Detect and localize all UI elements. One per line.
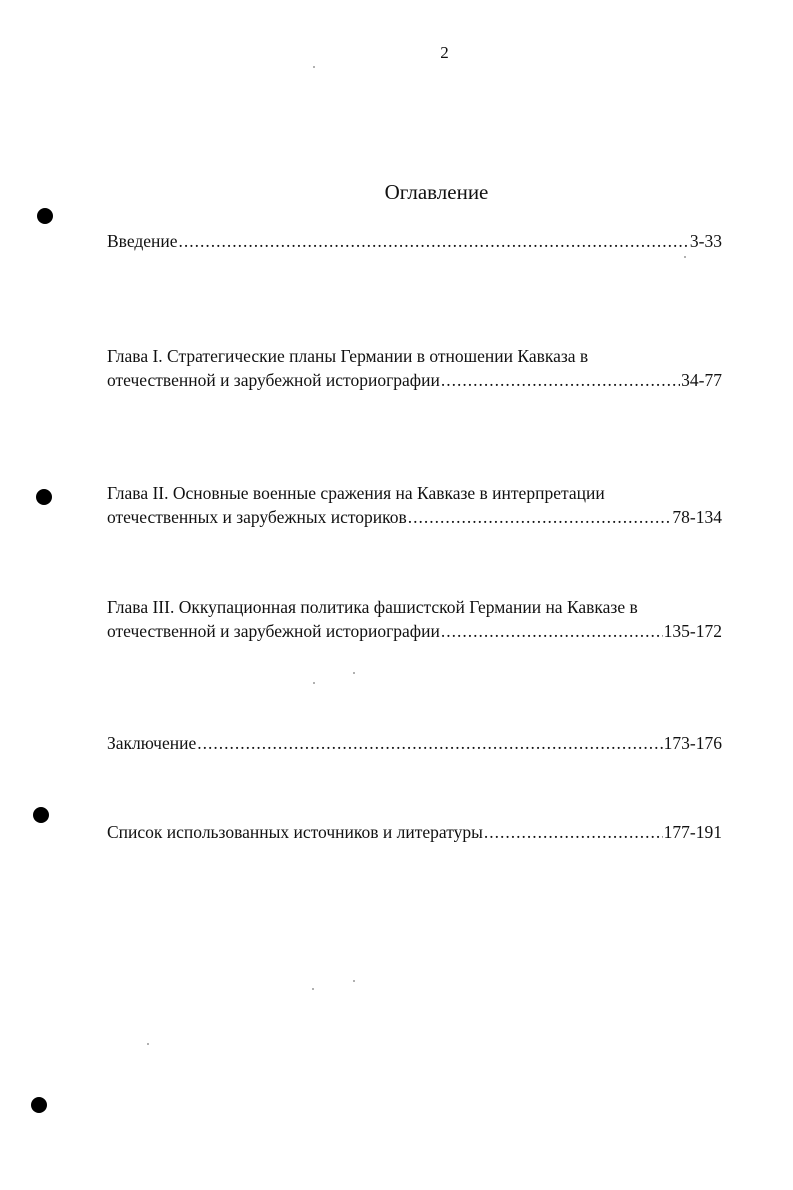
toc-entry-title: Введение [107, 231, 178, 251]
toc-line [107, 731, 722, 755]
toc-entry-pages: 34-77 [681, 370, 722, 390]
toc-leader-dots [441, 619, 663, 643]
toc-entry-title: Заключение [107, 733, 197, 753]
toc-leader-dots [441, 368, 680, 392]
toc-entry-title-line: Глава II. Основные военные сражения на Кавказе в интерпретации [107, 483, 605, 503]
punch-hole [37, 208, 53, 224]
toc-entry-title: отечественных и зарубежных историков [107, 507, 407, 527]
toc-leader-dots [179, 229, 689, 253]
toc-line [107, 229, 722, 253]
toc-leader-dots [484, 820, 663, 844]
scan-speck [684, 256, 686, 258]
scan-speck [353, 980, 355, 982]
scan-speck [313, 682, 315, 684]
toc-entry-title: Список использованных источников и литературы [107, 822, 483, 842]
page-number: 2 [440, 43, 449, 62]
toc-entry-pages: 135-172 [663, 621, 722, 641]
toc-entry-title: отечественной и зарубежной историографии [107, 621, 440, 641]
toc-entry-introduction[interactable] [107, 229, 722, 253]
scan-speck [353, 672, 355, 674]
toc-leader-dots [197, 731, 662, 755]
toc-entry-pages: 78-134 [672, 507, 722, 527]
toc-entry-title-line: Глава I. Стратегические планы Германии в отношении Кавказа в [107, 346, 589, 366]
toc-entry-pages: 173-176 [663, 733, 722, 753]
toc-entry-conclusion[interactable] [107, 731, 722, 755]
scan-speck [147, 1043, 149, 1045]
toc-entry-pages: 3-33 [689, 231, 722, 251]
toc-entry-pages: 177-191 [663, 822, 722, 842]
toc-entry-title-line: Глава III. Оккупационная политика фашистской Германии на Кавказе в [107, 597, 638, 617]
toc-entry-chapter-2[interactable] [107, 481, 722, 529]
toc-entry-chapter-3[interactable] [107, 595, 722, 643]
scan-speck [313, 66, 315, 68]
toc-entry-chapter-1[interactable] [107, 344, 722, 392]
punch-hole [31, 1097, 47, 1113]
punch-hole [33, 807, 49, 823]
punch-hole [36, 489, 52, 505]
toc-line [107, 368, 722, 392]
scan-speck [312, 988, 314, 990]
toc-line [107, 505, 722, 529]
toc-line [107, 820, 722, 844]
toc-leader-dots [408, 505, 672, 529]
toc-line [107, 619, 722, 643]
toc-entry-title: отечественной и зарубежной историографии [107, 370, 440, 390]
toc-entry-bibliography[interactable] [107, 820, 722, 844]
page-title: Оглавление [384, 180, 489, 204]
